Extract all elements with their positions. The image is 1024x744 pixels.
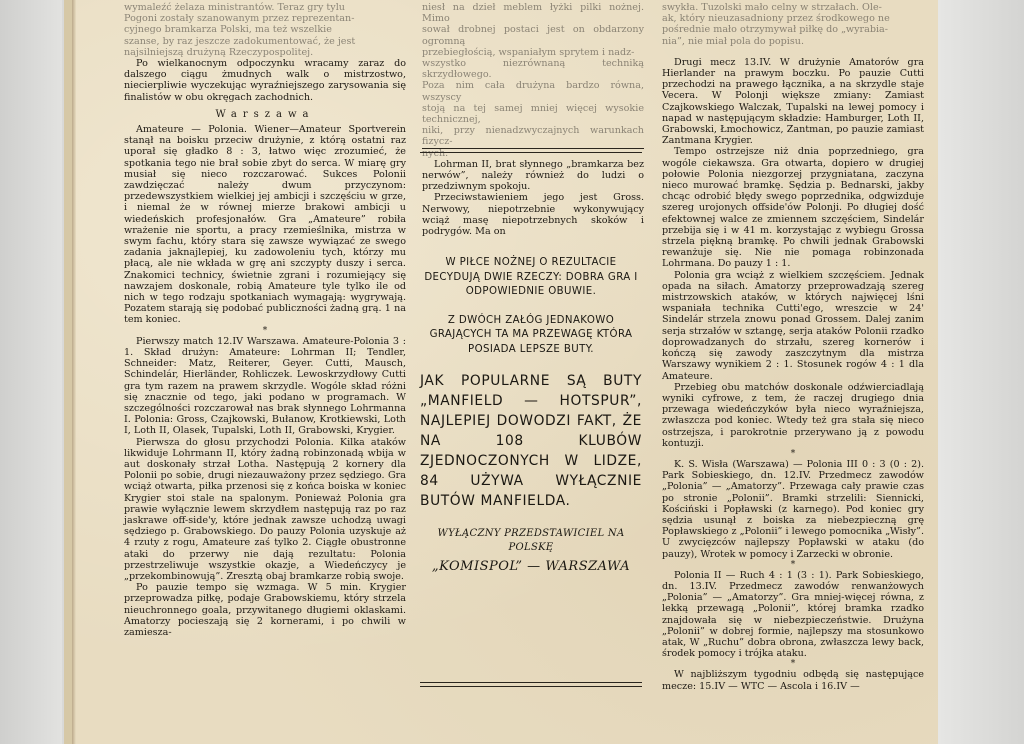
faded-line: sował drobnej postaci jest on obdarzony ogromną — [422, 24, 644, 47]
divider-rule — [422, 148, 644, 149]
ad-representative: WYŁĄCZNY PRZEDSTAWICIEL NA POLSKĘ — [437, 528, 625, 553]
newspaper-page — [72, 0, 938, 744]
separator-star: * — [790, 659, 796, 670]
faded-line: wszystko niezrównaną techniką skrzydłowego. — [422, 58, 644, 81]
faded-line: pośrednie mało otrzymywał piłkę do „wyrabia- — [662, 24, 889, 36]
scan-background-right — [938, 0, 1024, 744]
faded-line: cyjnego bramkarza Polski, ma też wszelkie — [124, 24, 332, 36]
faded-line: nych. — [422, 147, 449, 159]
ad-bottom-rule — [420, 682, 642, 683]
paragraph-second-half: Po pauzie tempo się wzmaga. W 5 min. Krygier przeprowadza piłkę, podaje Grabowskiemu, który strzela nieuchronnego goala, przywitanego długiemi oklaskami. Amatorzy pocieszają się 2 kornerami, i po chwili w zamiesza- — [124, 582, 406, 638]
faded-line: Pogoni zostały szanowanym przez reprezentan- — [124, 13, 355, 25]
paragraph-gross: Przeciwstawieniem jego jest Gross. Nerwowy, niepotrzebnie wykonywujący wciąż masę niepotrzebnych skoków i podrygów. Ma on — [422, 192, 644, 238]
faded-line: ak, który nieuzasadniony przez środkowego ne — [662, 13, 890, 25]
section-heading-warszawa: Warszawa — [215, 108, 315, 120]
separator-star: * — [790, 559, 796, 570]
column-left — [124, 2, 406, 638]
faded-line: Poza nim cała drużyna bardzo równa, wszyscy — [422, 80, 644, 103]
page-fold — [72, 0, 76, 744]
faded-line: wymaleźć żelaza ministrantów. Teraz gry tylu — [124, 2, 345, 13]
column-right — [662, 2, 924, 692]
faded-line: niesł na dzieł meblem łyżki pilki nożnej. Mimo — [422, 2, 644, 25]
paragraph-intro: Po wielkanocnym odpoczynku wracamy zaraz do dalszego ciągu żmudnych walk o mistrzostwo, niecierpliwie wyczekując wyraźniejszego zarysowania się finalistów w obu okręgach zachodnich. — [124, 58, 406, 103]
faded-top-text — [124, 2, 406, 58]
ad-paragraph-2: Z DWÓCH ZAŁÓG JEDNAKOWO GRAJĄCYCH TA MA PRZEWAGĘ KTÓRA POSIADA LEPSZE BUTY. — [429, 314, 633, 355]
paragraph-match-report: Pierwsza do głosu przychodzi Polonia. Kilka ataków likwiduje Lohrmann II, który żadną robinzonadą wbija w aut doskonały strzał Lotha. Następują 2 kornery dla Polonii po sobie, drugi niezauważony przez sędziego. Gra wciąż otwarta, piłka przenosi się z końca boiska w koniec Krygier stoi stale na spalonym. Ponieważ Polonia gra prawie wyłącznie lewem skrzydłem następują raz po raz jaskrawe off-side'y, które jednak zawsze uchodzą uwagi sędziego p. Grabowskiego. Do pauzy Polonia uzyskuje aż 4 rzuty z rogu, Amateure zaś tylko 2. Ciągłe obustronne ataki do przerwy nie dają rezultatu: Polonia przestrzeliwuje wszystkie okazje, a Wiedeńczycy je „przekombinowują”. Zresztą obaj bramkarze robią swoje. — [124, 436, 406, 582]
faded-line: stoją na tej samej mniej więcej wysokie technicznej, — [422, 102, 644, 126]
faded-line: nia”, nie miał pola do popisu. — [662, 35, 804, 47]
paragraph-tempo: Tempo ostrzejsze niż dnia poprzedniego, gra wogóle ciekawsza. Gra otwarta, dopiero w drugiej połowie Polonia niezgorzej przygniatana, zaczyna nieco murować bramkę. Sędzia p. Bednarski, jakby chcąc odrobić błędy swego poprzednika, odgwizduje szereg urojonych offside'ów Polonji. Po długiej dość efektownej walce ze zmiennem szczęściem, Sindelár przebija się i w 41 m. korzystając z wybiegu Grossa strzela piękną bramkę. Po chwili jednak Grabowski rewanżuje się. Nie nie pomaga robinzonada Lohrmana. Do pauzy 1 : 1. — [662, 146, 924, 270]
ad-paragraph-1: W PIŁCE NOŻNEJ O REZULTACIE DECYDUJĄ DWIE RZECZY: DOBRA GRA I ODPOWIEDNIE OBUWIE. — [424, 257, 638, 297]
faded-line: niki, przy nienadzwyczajnych warunkach fizycz- — [422, 125, 644, 148]
ad-brand: „KOMISPOL” — WARSZAWA — [431, 559, 631, 574]
paragraph-polonia-ruch: Polonia II — Ruch 4 : 1 (3 : 1). Park Sobieskiego, dn. 13.IV. Przedmecz zawodów renwanżowych „Polonia” — „Amatorzy”. Gra mniej-więcej równa, z lekką przewagą „Polonii”, której bramka rzadko znajdowała się w niebezpieczeństwie. Drużyna „Polonii” w dobrej formie, najlepszy ma stosunkowo atak, W „Ruchu” dobra obrona, zwłaszcza lewy back, środek pomocy i trójka ataku. — [662, 569, 924, 660]
ad-main-text: JAK POPULARNE SĄ BUTY „MANFIELD — HOTSPUR”, NAJLEPIEJ DOWODZI FAKT, ŻE NA 108 KLUBÓW ZJEDNOCZONYCH W LIDZE, 84 UŻYWA WYŁĄCZNIE BUTÓW MANFIELDA. — [420, 373, 642, 509]
faded-top-text — [422, 2, 644, 159]
separator-star: * — [262, 325, 268, 336]
ad-bottom-rule-2 — [420, 686, 642, 687]
faded-top-text — [662, 2, 924, 47]
faded-line: szanse, by raz jeszcze zadokumentować, że jest — [124, 35, 356, 47]
faded-line: najsilniejszą drużyną Rzeczypospolitej. — [124, 46, 314, 58]
faded-line: swykła. Tuzolski mało celny w strzałach. Ole- — [662, 2, 882, 13]
separator-star: * — [790, 448, 796, 459]
faded-line: przebiegłością, wspaniałym sprytem i nadz- — [422, 46, 635, 58]
paragraph-lohrman: Lohrman II, brat słynnego „bramkarza bez nerwów”, należy również do ludzi o przedziwnym spokoju. — [422, 158, 644, 193]
paragraph-upcoming: W najbliższym tygodniu odbędą się następujące mecze: 15.IV — WTC — Ascola i 16.IV — — [662, 669, 924, 692]
paragraph-amateure-polonia: Amateure — Polonia. Wiener—Amateur Sportverein stanął na boisku przeciw drużynie, z którą ostatni raz uporał się gładko 8 : 3, łatwo więc zrozumieć, że spotkania tego nie brał sobie zbyt do serca. W miarę gry musiał się nieco rozczarować. Sukces Polonii zawdzięczać należy dwum przyczynom: przedewszystkiem wielkiej jej ambicji i szczęściu w grze, i niemal że w równej mierze brakowi ambicji u wiedeńskich profesjonałów. Gra „Amateure” robiła wrażenie nie sportu, a pracy rzemieślnika, mistrza w swym fachu, który stara się zawsze wywiązać ze swego zadania jaknajlepiej, ku zadowoleniu tych, którzy mu płacą, ale nie wkłada w grę ani szczypty duszy i serca. Znakomici technicy, świetnie zgrani i rozumiejący się nawzajem doskonale, robią Amateure tyle tylko ile od nich w tego rodzaju spotkaniach wymagają: wygrywają. Pozatem starają się podobać publiczności żadną grą. 1 na tem koniec. — [124, 124, 406, 326]
paragraph-summary: Przebieg obu matchów doskonale odźwierciadlają wyniki cyfrowe, z tem, że raczej drugiego dnia przewaga wiedeńczyków była nieco wyraźniejsza, zwłaszcza pod koniec. Wtedy też gra stała się nieco ostrzejsza, i parokrotnie przerywano ją z powodu kontuzji. — [662, 381, 924, 449]
paragraph-wisla-polonia: K. S. Wisła (Warszawa) — Polonia III 0 : 3 (0 : 2). Park Sobieskiego, dn. 12.IV. Przedmecz zawodów „Polonia” — „Amatorzy”. Przewaga cały prawie czas po stronie „Polonii”. Bramki strzelili: Siennicki, Kościński i Popławski (z karnego). Pod koniec gry sędzia usunął z boiska za niebezpieczną grę Popławskiego z „Polonii” i lewego pomocnika „Wisły”. U zwycięzców najlepszy Popławski w ataku (do pauzy), Wrotek w pomocy i Zarzecki w obronie. — [662, 458, 925, 560]
paragraph-first-match: Pierwszy match 12.IV Warszawa. Amateure-Polonia 3 : 1. Skład drużyn: Amateure: Lohrman II; Tendler, Schneider: Matz, Reiterer, Geyer. Cutti, Mausch, Schindelár, Hierländer, Rohliczek. Lewoskrzydłowy Cutti gra tym razem na prawem skrzydle. Wogóle skład różni się znacznie od tego, jaki podano w programach. W szczególności rozczarował nas brak słynnego Lohrmanna I. Polonia: Gross, Czajkowski, Bułanow, Krotkiewski, Loth I, Loth II, Olasek, Tupalski, Loth II, Grabowski, Krygier. — [124, 335, 406, 437]
advertisement-manfield — [420, 160, 642, 700]
paragraph-second-match: Drugi mecz 13.IV. W drużynie Amatorów gra Hierlander na prawym boczku. Po pauzie Cutti przechodzi na prawego łącznika, a na skrzydle staje Vecera. W Polonji większe zmiany: Zamiast Czajkowskiego Walczak, Tupalski na lewej pomocy i napad w następującym składzie: Hamburger, Loth II, Grabowski, Łmochowicz, Zantman, po pauzie zamiast Zantmana Krygier. — [662, 56, 924, 147]
scan-background-left — [0, 0, 62, 744]
paragraph-polonia-luck: Polonia gra wciąż z wielkiem szczęściem. Jednak opada na siłach. Amatorzy przeprowadzają szereg mistrzowskich ataków, w których najwięcej lśni wspaniała technika Cutti'ego, wreszcie w 24' Sindelár strzela znowu ponad Grossem. Dalej zanim serja strzałów w sztangę, serja ataków Polonii rzadko doprowadzanych do strzału, szereg kornerów i kończą się zawody zaszczytnym dla mistrza Warszawy wynikiem 2 : 1. Stosunek rogów 4 : 1 dla Amateure. — [662, 269, 924, 382]
ad-top-rule — [420, 152, 642, 153]
